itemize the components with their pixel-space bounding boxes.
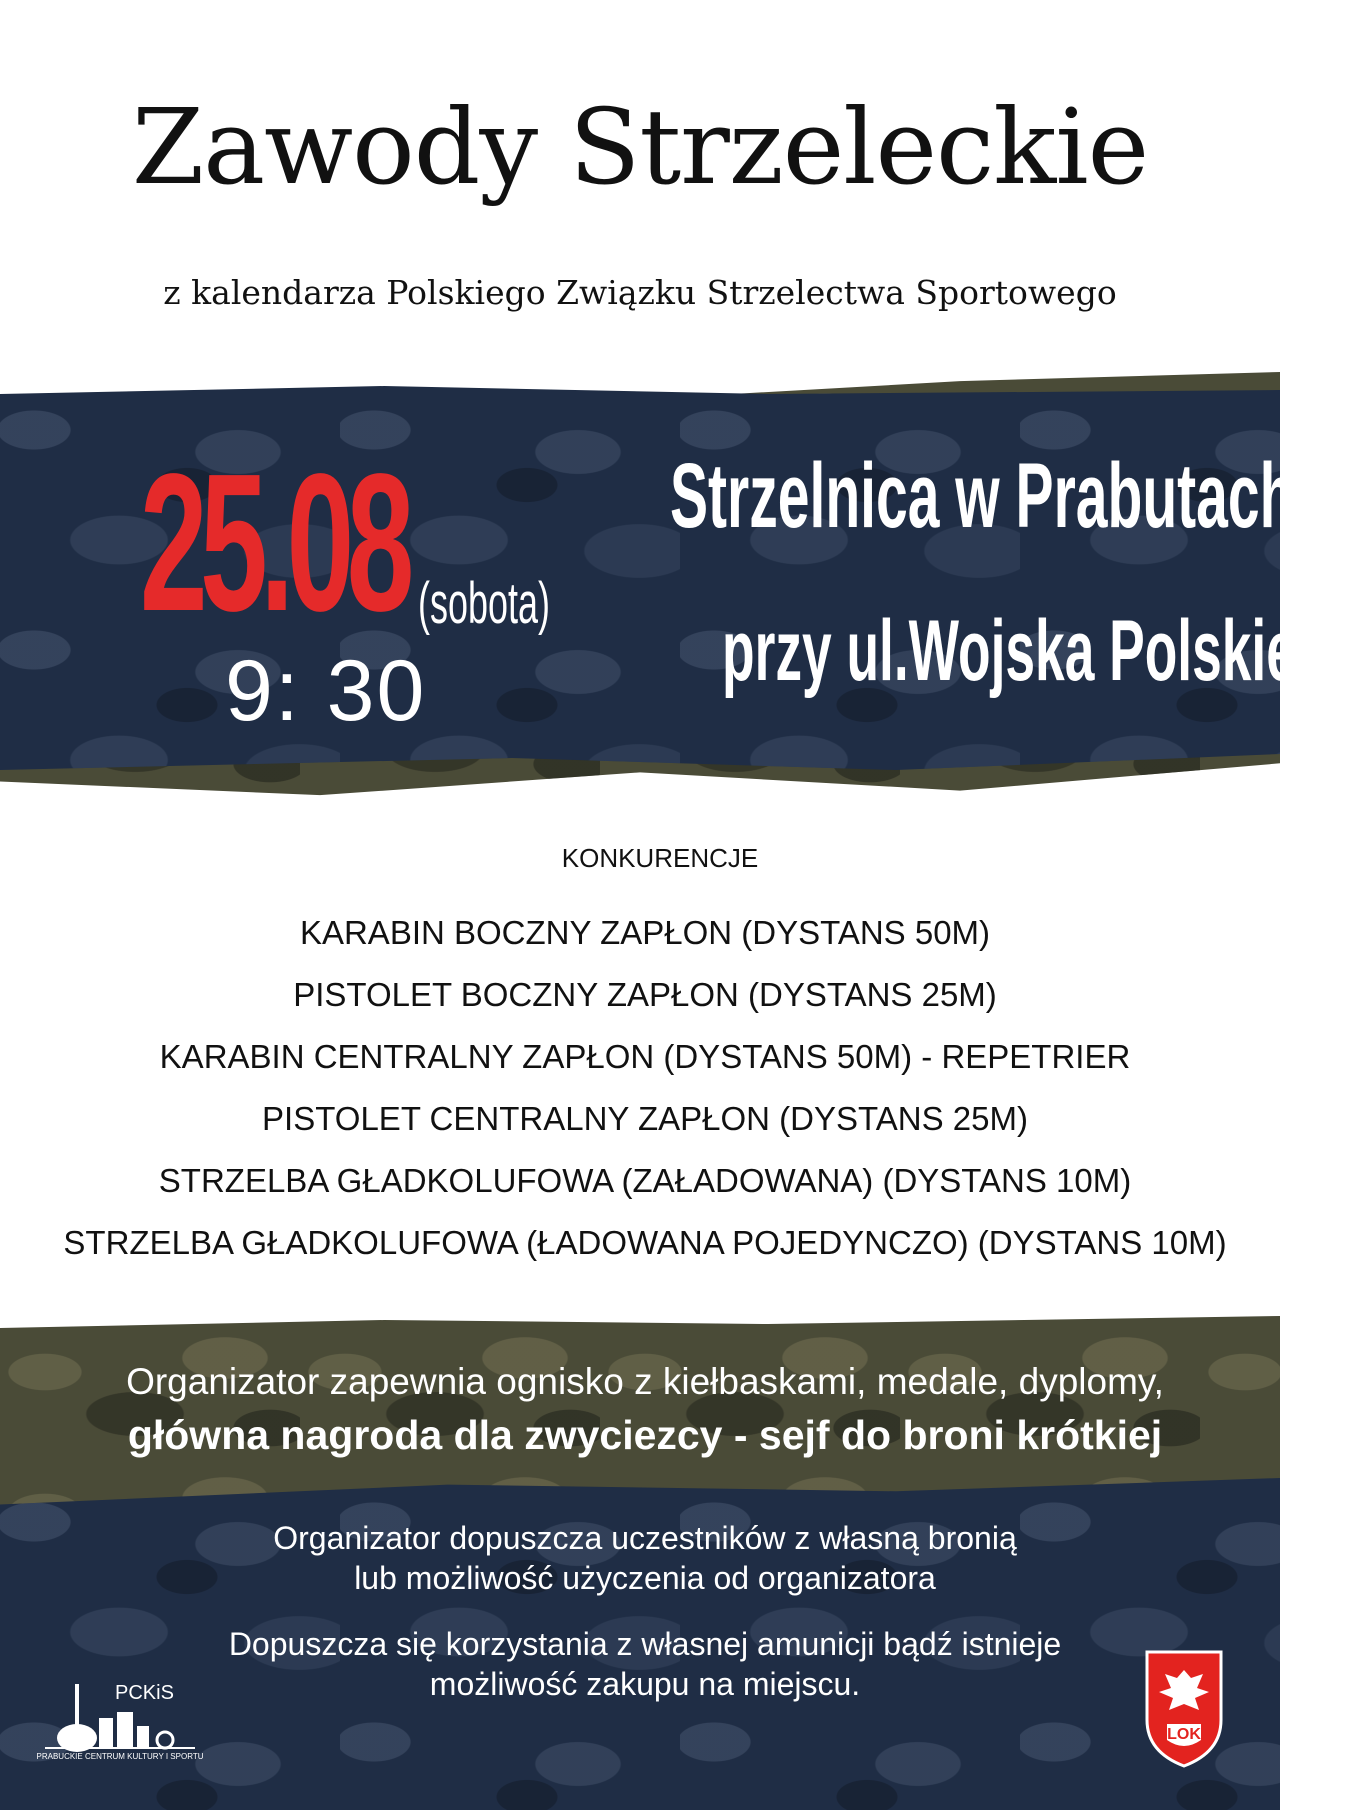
event-place: Strzelnica w Prabutach — [670, 445, 1295, 547]
list-item: STRZELBA GŁADKOLUFOWA (ŁADOWANA POJEDYNCZO) (DYSTANS 10M) — [63, 1224, 1227, 1261]
pckis-logo — [35, 1676, 205, 1766]
event-address: przy ul.Wojska Polskiego — [722, 603, 1361, 699]
list-item: STRZELBA GŁADKOLUFOWA (ZAŁADOWANA) (DYSTANS 10M) — [158, 1162, 1132, 1199]
main-prize: główna nagroda dla zwyciezcy - sejf do broni krótkiej — [127, 1412, 1163, 1458]
lok-name: LOK — [1167, 1726, 1201, 1743]
event-weekday: (sobota) — [418, 571, 550, 636]
weapons-note-line1: Organizator dopuszcza uczestników z własną bronią — [273, 1520, 1017, 1556]
list-item: KARABIN CENTRALNY ZAPŁON (DYSTANS 50M) - REPETRIER — [159, 1038, 1131, 1075]
weapons-note-line2: lub możliwość użyczenia od organizatora — [354, 1560, 936, 1596]
list-item: PISTOLET BOCZNY ZAPŁON (DYSTANS 25M) — [293, 976, 997, 1013]
poster-title: Zawody Strzeleckie — [131, 86, 1149, 208]
eagle-shield-icon — [1143, 1648, 1225, 1770]
event-time: 9: 30 — [225, 643, 427, 739]
competitions-heading: KONKURENCJE — [561, 843, 759, 873]
ammo-note-line2: możliwość zakupu na miejscu. — [429, 1666, 861, 1702]
competitions-list — [0, 910, 1290, 1282]
lok-logo — [1143, 1648, 1225, 1770]
event-date: 25.08 — [140, 433, 407, 652]
pckis-name: PCKiS — [115, 1682, 174, 1704]
list-item: KARABIN BOCZNY ZAPŁON (DYSTANS 50M) — [299, 914, 991, 951]
organizer-info: Organizator zapewnia ognisko z kiełbaskami, medale, dyplomy, — [126, 1361, 1164, 1402]
poster-subtitle: z kalendarza Polskiego Związku Strzelectwa Sportowego — [163, 273, 1117, 312]
pckis-caption: PRABUCKIE CENTRUM KULTURY I SPORTU — [36, 1752, 204, 1761]
ammo-note-line1: Dopuszcza się korzystania z własnej amunicji bądź istnieje — [228, 1626, 1062, 1662]
list-item: PISTOLET CENTRALNY ZAPŁON (DYSTANS 25M) — [262, 1100, 1028, 1137]
